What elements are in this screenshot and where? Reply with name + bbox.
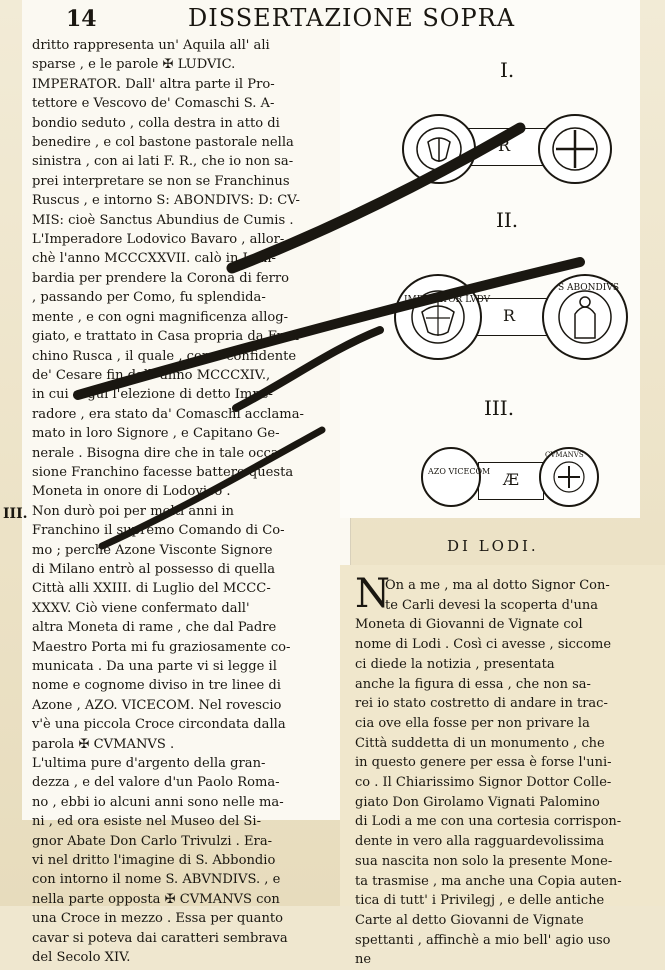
coin-2-obverse <box>392 272 491 362</box>
left-column-line: mo ; perchè Azone Visconte Signore <box>32 542 273 558</box>
coin-1-obverse <box>400 112 478 186</box>
page-header: DISSERTAZIONE SOPRA <box>188 4 516 32</box>
coin-2-reverse <box>540 272 630 362</box>
left-column-line: sinistra , con ai lati F. R., che io non sa- <box>32 154 294 170</box>
coin-3-reverse-legend: CVMANVS <box>545 451 584 459</box>
right-column-line: rei io stato costretto di andare in trac- <box>355 696 608 712</box>
left-column-text <box>32 36 337 968</box>
left-column-line: , passando per Como, fu splendida- <box>32 290 266 306</box>
left-column-line: benedire , e col bastone pastorale nella <box>32 135 294 151</box>
right-column-line: Moneta di Giovanni de Vignate col <box>355 617 583 633</box>
left-column-line: di Milano entrò al possesso di quella <box>32 561 276 577</box>
left-column-line: Franchino il supremo Comando di Co- <box>32 523 285 539</box>
left-column-line: altra Moneta di rame , che dal Padre <box>32 620 277 636</box>
left-column-line: chino Rusca , il quale , come confidente <box>32 348 297 364</box>
right-column-line: dente in vero alla ragguardevolissima <box>355 834 605 850</box>
left-column-line: giato, e trattato in Casa propria da Fran- <box>32 329 304 345</box>
left-column-line: dritto rappresenta un' Aquila all' ali <box>32 38 270 53</box>
left-column-line: del Secolo XIV. <box>32 950 131 966</box>
right-column-line: nome di Lodi . Così ci avesse , siccome <box>355 637 612 653</box>
left-column-line: in cui seguì l'elezione di detto Impe- <box>32 387 273 403</box>
right-column-line: anche la figura di essa , che non sa- <box>355 676 591 692</box>
left-column-line: tettore e Vescovo de' Comaschi S. A- <box>32 96 275 112</box>
left-column-line: sparse , e le parole ✠ LUDVIC. <box>32 57 236 73</box>
coin-2-reverse-legend: S ABONDIVS <box>558 283 619 293</box>
coin-3-obverse-legend: AZO VICECOM <box>428 467 491 476</box>
left-column-line: Moneta in onore di Lodovico . <box>32 484 231 500</box>
left-column-line: bondio seduto , colla destra in atto di <box>32 115 280 131</box>
page-number: 14 <box>66 6 97 32</box>
left-column-line: L'Imperadore Lodovico Bavaro , allor- <box>32 232 285 248</box>
coin-3-band-text: Æ <box>502 470 519 489</box>
left-column-line: una Croce in mezzo . Essa per quanto <box>32 911 284 927</box>
right-column-line: ta trasmise , ma anche una Copia auten- <box>355 873 622 889</box>
left-column-line: Azone , AZO. VICECOM. Nel rovescio <box>32 697 282 713</box>
coin-2-band-text: R <box>502 306 516 325</box>
left-column-line: nome e cognome diviso in tre linee di <box>32 678 281 694</box>
coin-3-reverse <box>538 446 600 508</box>
right-column-line: Carte al detto Giovanni de Vignate <box>355 912 584 928</box>
right-column-line: tica di tutt' i Privilegj , e delle antiche <box>355 893 605 909</box>
section-title: DI LODI. <box>447 537 539 555</box>
right-column-line: spettanti , affinchè a mio bell' agio uso <box>355 932 611 948</box>
right-column-line: te Carli devesi la scoperta d'una <box>385 597 598 613</box>
left-column-line: Non durò poi per molti anni in <box>32 503 234 519</box>
coin-plate-fragment <box>340 0 640 518</box>
left-column-line: dezza , e del valore d'un Paolo Roma- <box>32 775 280 791</box>
right-column-line: di Lodi a me con una cortesia corrispon- <box>355 814 622 830</box>
plate-label-2: II. <box>496 208 519 232</box>
coin-3-obverse <box>420 446 491 508</box>
drop-cap: N <box>355 571 390 617</box>
left-column-line: bardia per prendere la Corona di ferro <box>32 270 289 286</box>
right-column-text <box>355 571 655 970</box>
left-column-line: de' Cesare fin dall' anno MCCCXIV., <box>32 367 271 383</box>
left-column-line: radore , era stato da' Comaschi acclama- <box>32 406 304 422</box>
left-column-line: ni , ed ora esiste nel Museo del Si- <box>32 814 262 830</box>
left-column-line: con intorno il nome S. ABVNDIVS. , e <box>32 872 281 888</box>
right-column-line: ci diede la notizia , presentata <box>355 656 555 672</box>
right-column-line: cia ove ella fosse per non privare la <box>355 715 590 731</box>
left-column-line: vi nel dritto l'imagine di S. Abbondio <box>32 853 276 869</box>
margin-note: III. <box>3 506 28 522</box>
left-column-line: MIS: cioè Sanctus Abundius de Cumis . <box>32 212 294 228</box>
left-column-line: v'è una piccola Croce circondata dalla <box>32 717 286 733</box>
right-column-line: giato Don Girolamo Vignati Palomino <box>355 794 600 810</box>
coin-2-obverse-legend: IMPERATOR LVDV <box>404 295 491 305</box>
right-column-line: in questo genere per essa è forse l'uni- <box>355 755 612 771</box>
right-column-line: sua nascita non solo la presente Mone- <box>355 853 613 869</box>
left-column-line: mato in loro Signore , e Capitano Ge- <box>32 426 280 442</box>
left-column-line: Maestro Porta mi fu graziosamente co- <box>32 639 291 655</box>
right-column-line: ne <box>355 952 372 968</box>
left-column-line: Città alli XXIII. di Luglio del MCCC- <box>32 581 271 597</box>
left-column-line: chè l'anno MCCCXXVII. calò in Lom- <box>32 251 276 267</box>
left-column-line: nerale . Bisogna dire che in tale occa- <box>32 445 284 461</box>
right-column-line: Città suddetta di un monumento , che <box>355 735 605 751</box>
left-column-line: Ruscus , e intorno S: ABONDIVS: D: CV- <box>32 193 300 209</box>
left-column-line: IMPERATOR. Dall' altra parte il Pro- <box>32 76 275 92</box>
left-column-line: cavar si poteva dai caratteri sembrava <box>32 930 288 946</box>
right-column-line: On a me , ma al dotto Signor Con- <box>385 578 610 593</box>
left-column-line: no , ebbi io alcuni anni sono nelle ma- <box>32 794 284 810</box>
left-column-line: XXXV. Ciò viene confermato dall' <box>32 600 250 616</box>
coin-1-band-text: R <box>497 136 511 155</box>
plate-label-1: I. <box>500 58 515 82</box>
left-column-line: sione Franchino facesse battere questa <box>32 464 294 480</box>
left-column-line: nella parte opposta ✠ CVMANVS con <box>32 891 280 907</box>
coin-1-reverse <box>536 112 614 186</box>
right-column-line: co . Il Chiarissimo Signor Dottor Colle- <box>355 775 612 791</box>
left-column-line: municata . Da una parte vi si legge il <box>32 659 277 674</box>
left-column-line: parola ✠ CVMANVS . <box>32 736 175 752</box>
left-column-line: mente , e con ogni magnificenza allog- <box>32 309 289 325</box>
left-column-line: L'ultima pure d'argento della gran- <box>32 756 266 772</box>
left-column-line: gnor Abate Don Carlo Trivulzi . Era- <box>32 833 273 849</box>
left-column-line: prei interpretare se non se Franchinus <box>32 173 290 189</box>
plate-label-3: III. <box>484 396 515 420</box>
